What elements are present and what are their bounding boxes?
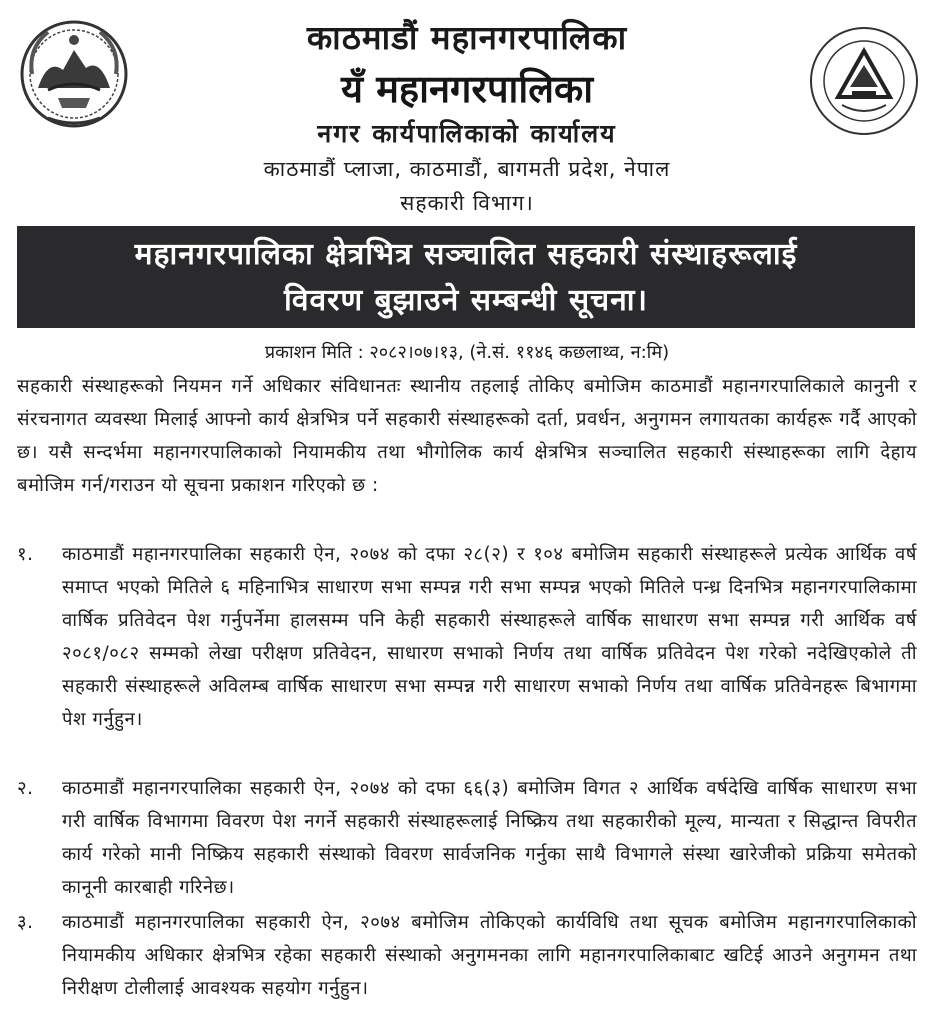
list-item-text: काठमाडौं महानगरपालिका सहकारी ऐन, २०७४ को दफा २८(२) र १०४ बमोजिम सहकारी संस्थाहरूले प्रत्येक आर्थिक वर्ष समाप्त भएको मितिले ६ महिनाभित्र साधारण सभा सम्पन्न गरी सभा सम्पन्न भएको मितिले पन्ध्र दिनभित्र महानगरपालिकामा वार्षिक प्रतिवेदन पेश गर्नुपर्नेमा हालसम्म पनि केही सहकारी संस्थाहरूले वार्षिक साधारण सभा सम्पन्न गरी आर्थिक वर्ष २०८१/०८२ सम्मको लेखा परीक्षण प्रतिवेदन, साधारण सभाको निर्णय तथा वार्षिक प्रतिवेदन पेश गरेको नदेखिएकोले ती सहकारी संस्थाहरूले अविलम्ब वार्षिक साधारण सभा सम्पन्न गरी साधारण सभाको निर्णय तथा वार्षिक प्रतिवेनहरू बिभागमा पेश गर्नुहुन। [62, 544, 917, 730]
list-item-number: ३. [17, 912, 34, 933]
kathmandu-metropolitan-seal-icon [808, 25, 920, 137]
notice-title-banner [17, 226, 915, 328]
list-item-text: काठमाडौं महानगरपालिका सहकारी ऐन, २०७४ को दफा ६६(३) बमोजिम विगत २ आर्थिक वर्षदेखि वार्षिक साधारण सभा गरी वार्षिक विभागमा विवरण पेश नगर्ने सहकारी संस्थाहरूलाई निष्क्रिय तथा सहकारीको मूल्य, मान्यता र सिद्धान्त विपरीत कार्य गरेको मानी निष्क्रिय सहकारी संस्थाको विवरण सार्वजनिक गर्नुका साथै विभागले संस्था खारेजीको प्रक्रिया समेतको कानूनी कारबाही गरिनेछ। [62, 778, 917, 898]
newari-logotype: यँ महानगरपालिका [340, 67, 594, 111]
intro-paragraph: सहकारी संस्थाहरूको नियमन गर्ने अधिकार संविधानतः स्थानीय तहलाई तोकिए बमोजिम काठमाडौं महानगरपालिकाले कानुनी र संरचनागत व्यवस्था मिलाई आफ्नो कार्य क्षेत्रभित्र पर्ने सहकारी संस्थाहरूको दर्ता, प्रवर्धन, अनुगमन लगायतका कार्यहरू गर्दै आएको छ। यसै सन्दर्भमा महानगरपालिकाको नियामकीय तथा भौगोलिक कार्य क्षेत्रभित्र सञ्चालित सहकारी संस्थाहरूका लागि देहाय बमोजिम गर्न/गराउन यो सूचना प्रकाशन गरिएको छ : [17, 376, 917, 496]
department-name: सहकारी विभाग। [400, 191, 534, 215]
office-address: काठमाडौं प्लाजा, काठमाडौं, बागमती प्रदेश, नेपाल [263, 157, 671, 181]
municipality-title: काठमाडौं महानगरपालिका [306, 18, 628, 57]
list-item-text: काठमाडौं महानगरपालिका सहकारी ऐन, २०७४ बमोजिम तोकिएको कार्यविधि तथा सूचक बमोजिम महानगरपालिकाको नियामकीय अधिकार क्षेत्रभित्र रहेका सहकारी संस्थाको अनुगमनका लागि महानगरपालिकाबाट खटिई आउने अनुगमन तथा निरीक्षण टोलीलाई आवश्यक सहयोग गर्नुहुन। [62, 912, 917, 999]
notice-title-line1: महानगरपालिका क्षेत्रभित्र सञ्चालित सहकारी संस्थाहरूलाई [134, 237, 798, 272]
office-name: नगर कार्यपालिकाको कार्यालय [317, 119, 617, 148]
notice-title-line2: विवरण बुझाउने सम्बन्धी सूचना। [284, 283, 648, 318]
list-item-number: २. [17, 778, 34, 799]
publication-date: प्रकाशन मिति : २०८२।०७।१३, (ने.सं. ११४६ कछलाथ्व, न:मि) [264, 342, 670, 363]
list-item-number: १. [17, 544, 34, 565]
nepal-emblem-icon [18, 18, 130, 130]
